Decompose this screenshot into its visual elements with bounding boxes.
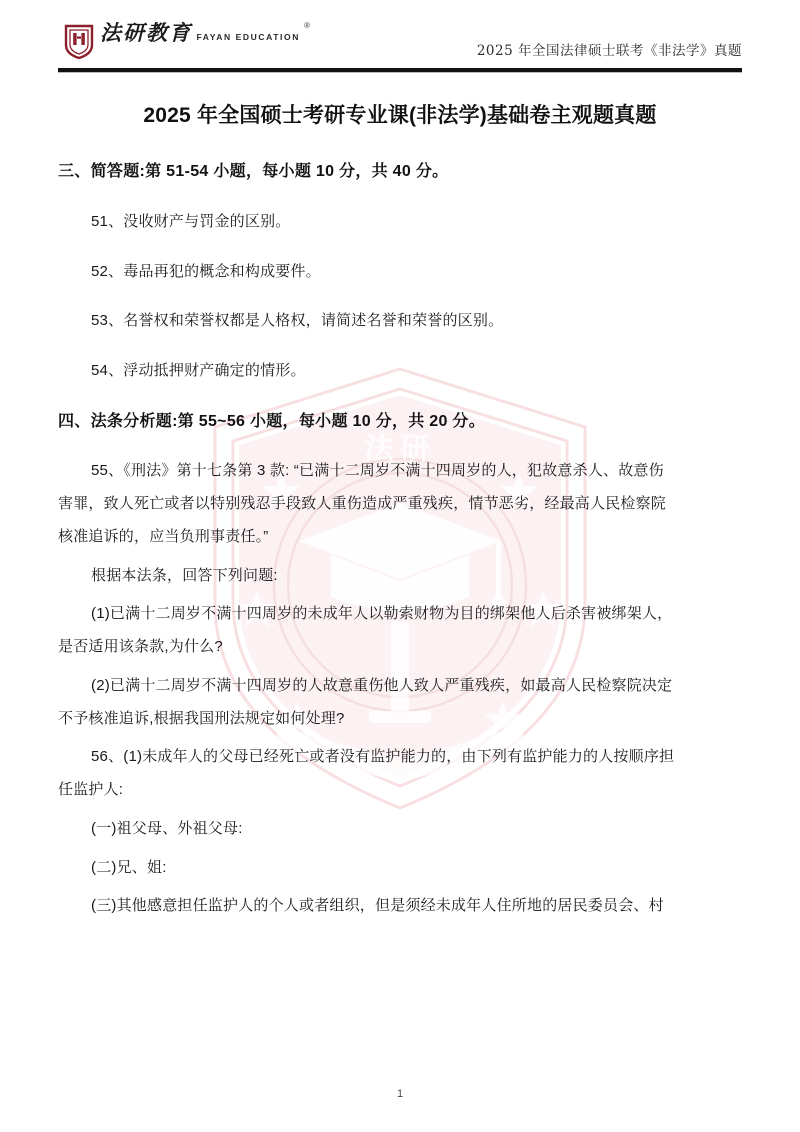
- registered-mark: ®: [304, 21, 310, 30]
- shield-icon: [64, 23, 94, 59]
- question-item: 56、(1)未成年人的父母已经死亡或者没有监护能力的，由下列有监护能力的人按顺序担: [91, 748, 675, 766]
- brand-logo: [64, 22, 310, 59]
- law-text-line: 害罪，致人死亡或者以特别残忍手段致人重伤造成严重残疾，情节恶劣，经最高人民检察院: [58, 495, 667, 513]
- list-item: (三)其他感意担任监护人的个人或者组织，但是须经未成年人住所地的居民委员会、村: [91, 897, 664, 915]
- page-title: 2025 年全国硕士考研专业课(非法学)基础卷主观题真题: [143, 104, 657, 127]
- question-item: 任监护人:: [58, 781, 124, 799]
- brand-name-cn: 法研教育: [100, 20, 192, 45]
- question-item: 54、浮动抵押财产确定的情形。: [91, 362, 306, 380]
- brand-name-en: FAYAN EDUCATION: [196, 32, 300, 42]
- law-text-line: 根据本法条，回答下列问题:: [91, 566, 278, 584]
- sub-question-line: 不予核准追诉,根据我国刑法规定如何处理?: [58, 709, 345, 727]
- law-text-line: 55、《刑法》第十七条第 3 款: “已满十二周岁不满十四周岁的人，犯故意杀人、故意伤: [91, 462, 664, 480]
- page-header: [58, 22, 742, 74]
- question-item: 51、没收财产与罚金的区别。: [91, 212, 291, 230]
- header-divider: [58, 68, 742, 72]
- document-body: [58, 92, 742, 919]
- question-item: 53、名誉权和荣誉权都是人格权，请简述名誉和荣誉的区别。: [91, 312, 504, 330]
- sub-question-line: (2)已满十二周岁不满十四周岁的人故意重伤他人致人严重残疾，如最高人民检察院决定: [91, 676, 673, 694]
- page-number: 1: [396, 1088, 404, 1100]
- list-item: (二)兄、姐:: [91, 858, 167, 876]
- sub-question-line: (1)已满十二周岁不满十四周岁的未成年人以勒索财物为目的绑架他人后杀害被绑架人，: [91, 605, 673, 623]
- header-exam-title: 2025 年全国法律硕士联考《非法学》真题: [476, 43, 742, 59]
- law-text-line: 核准追诉的，应当负刑事责任。”: [58, 527, 269, 545]
- svg-text:法研: 法研: [364, 432, 436, 467]
- list-item: (一)祖父母、外祖父母:: [91, 819, 243, 837]
- sub-question-line: 是否适用该条款,为什么?: [58, 638, 223, 656]
- question-item: 52、毒品再犯的概念和构成要件。: [91, 262, 321, 280]
- section-heading-4: 四、法条分析题:第 55~56 小题，每小题 10 分，共 20 分。: [58, 412, 486, 430]
- section-heading-3: 三、简答题:第 51-54 小题，每小题 10 分，共 40 分。: [58, 163, 449, 181]
